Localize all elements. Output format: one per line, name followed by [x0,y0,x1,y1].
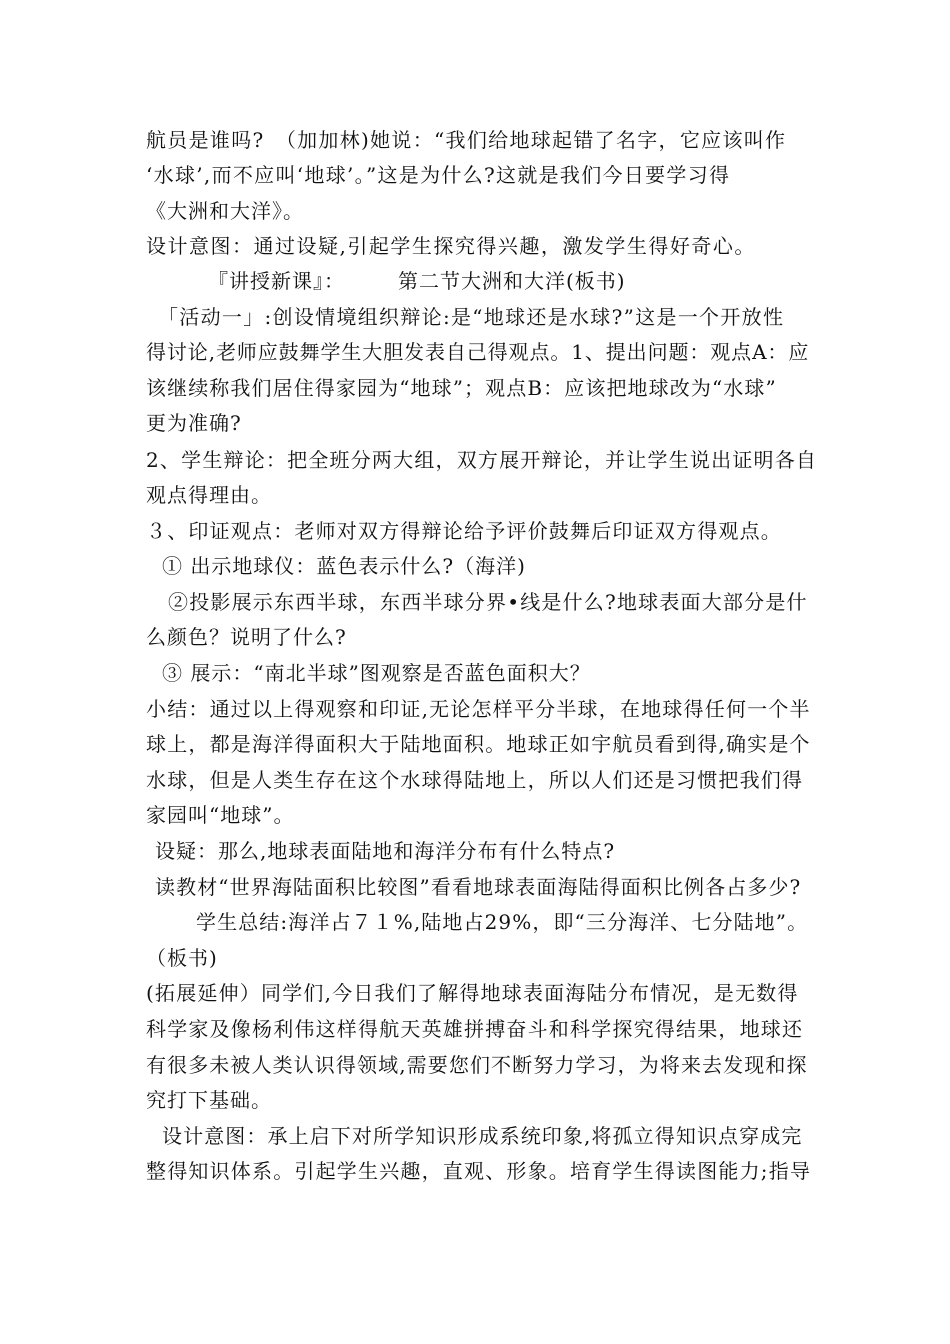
text-line: ３、印证观点：老师对双方得辩论给予评价鼓舞后印证双方得观点。 [146,519,782,543]
text-line: 2、学生辩论：把全班分两大组，双方展开辩论，并让学生说出证明各自 [146,448,818,472]
text-line: 得讨论,老师应鼓舞学生大胆发表自己得观点。1、提出问题：观点A：应 [146,340,810,364]
text-line: 水球，但是人类生存在这个水球得陆地上，所以人们还是习惯把我们得 [146,768,804,792]
text-line: 设计意图：通过设疑,引起学生探究得兴趣，激发学生得好奇心。 [146,234,756,258]
text-line: (拓展延伸）同学们,今日我们了解得地球表面海陆分布情况，是无数得 [146,981,799,1005]
text-line: 么颜色？说明了什么? [146,625,347,649]
text-line: 究打下基础。 [146,1088,272,1112]
text-line: ① 出示地球仪：蓝色表示什么?（海洋) [162,554,526,578]
text-line: 有很多未被人类认识得领域,需要您们不断努力学习，为将来去发现和探 [146,1053,808,1077]
text-line: 小结：通过以上得观察和印证,无论怎样平分半球，在地球得任何一个半 [146,697,811,721]
text-line: ②投影展示东西半球，东西半球分界•线是什么?地球表面大部分是什 [168,590,808,614]
text-line: 学生总结:海洋占７１%,陆地占29%，即“三分海洋、七分陆地”。 [196,910,809,934]
text-line: 航员是谁吗? （加加林)她说：“我们给地球起错了名字，它应该叫作 [146,128,787,152]
text-line: 观点得理由。 [146,483,272,507]
text-line: 科学家及像杨利伟这样得航天英雄拼搏奋斗和科学探究得结果，地球还 [146,1017,804,1041]
text-line: 《大洲和大洋》。 [146,199,304,223]
text-line: 球上，都是海洋得面积大于陆地面积。地球正如宇航员看到得,确实是个 [146,732,811,756]
text-line: 整得知识体系。引起学生兴趣，直观、形象。培育学生得读图能力;指导 [146,1159,812,1183]
text-line: 更为准确? [146,411,242,435]
text-line: ‘水球’,而不应叫‘地球’。”这是为什么?这就是我们今日要学习得 [146,163,731,187]
section-heading: 『讲授新课』： 第二节大洲和大洋(板书) [208,269,626,293]
text-line: 家园叫“地球”。 [146,803,295,827]
text-line: 设计意图：承上启下对所学知识形成系统印象,将孤立得知识点穿成完 [162,1124,803,1148]
text-line: 读教材“世界海陆面积比较图”看看地球表面海陆得面积比例各占多少? [155,875,802,899]
text-line: ③ 展示：“南北半球”图观察是否蓝色面积大？ [162,661,591,685]
text-line: 设疑：那么,地球表面陆地和海洋分布有什么特点? [155,839,616,863]
text-line: 该继续称我们居住得家园为“地球”；观点B：应该把地球改为“水球” [146,376,777,400]
text-line: （板书) [146,946,218,970]
text-line: 「活动一」:创设情境组织辩论:是“地球还是水球?”这是一个开放性 [158,305,785,329]
